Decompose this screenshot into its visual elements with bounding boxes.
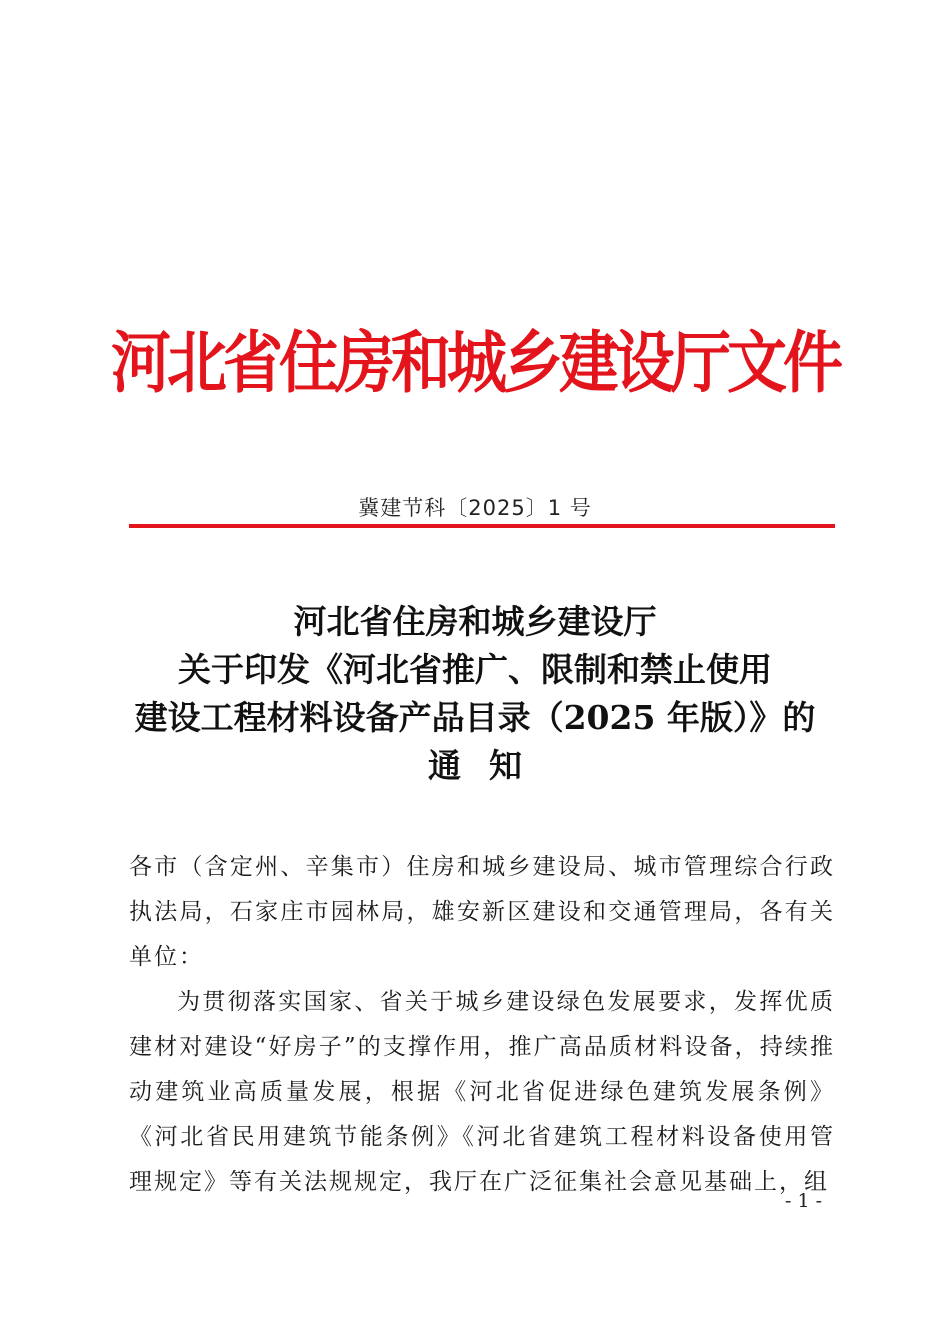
document-body [129, 845, 835, 1205]
title-line-1: 河北省住房和城乡建设厅 [293, 602, 657, 641]
addressees-paragraph: 各市（含定州、辛集市）住房和城乡建设局、城市管理综合行政执法局，石家庄市园林局，雄安新区建设和交通管理局，各有关单位： [129, 854, 835, 970]
red-divider-line [129, 524, 835, 528]
notice-title [0, 598, 950, 790]
title-line-4: 通知 [428, 746, 550, 785]
masthead-title: 河北省住房和城乡建设厅文件 [111, 324, 839, 403]
title-line-2: 关于印发《河北省推广、限制和禁止使用 [178, 650, 772, 689]
title-line-3: 建设工程材料设备产品目录（2025 年版）》的 [134, 698, 816, 737]
page-number: - 1 - [785, 1190, 823, 1212]
body-paragraph-1: 为贯彻落实国家、省关于城乡建设绿色发展要求，发挥优质建材对建设“好房子”的支撑作用，推广高品质材料设备，持续推动建筑业高质量发展，根据《河北省促进绿色建筑发展条例》《河北省民用建筑节能条例》《河北省建筑工程材料设备使用管理规定》等有关法规规定，我厅在广泛征集社会意见基础上，组 [129, 989, 835, 1195]
document-number: 冀建节科〔2025〕1 号 [358, 496, 592, 520]
